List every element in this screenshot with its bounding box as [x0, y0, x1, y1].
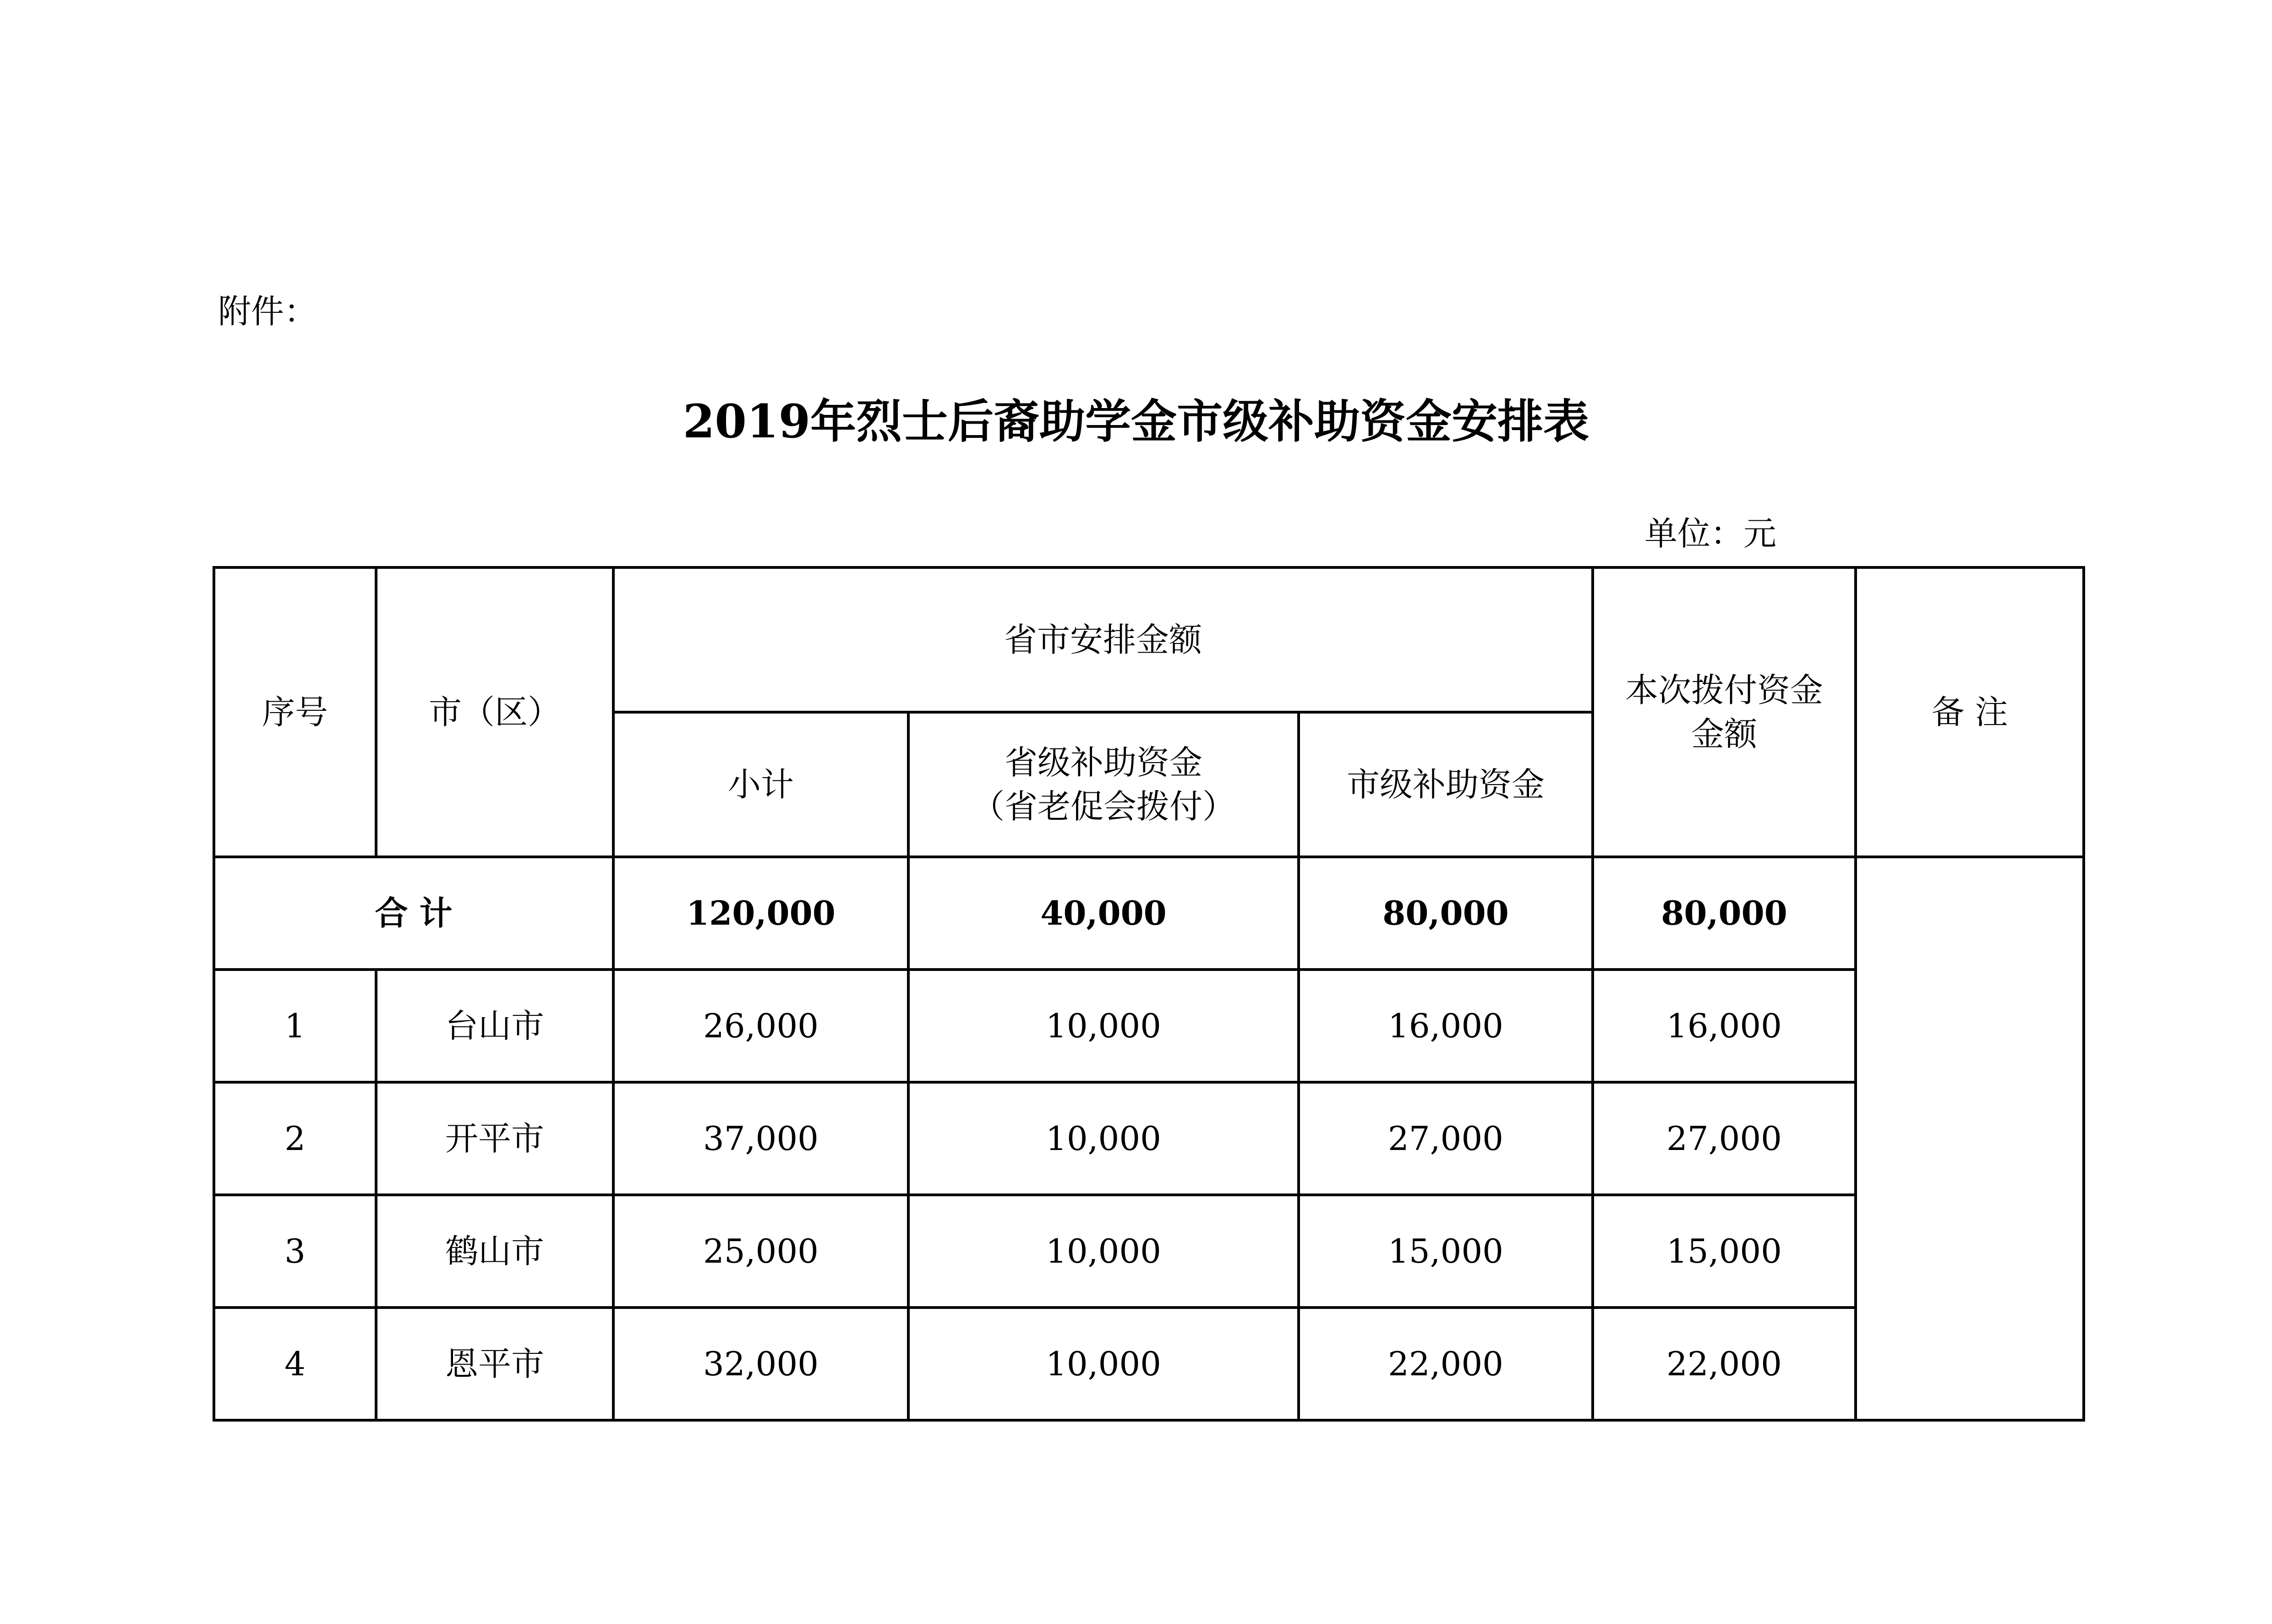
header-provincial — [908, 712, 1299, 857]
row-municipal: 22,000 — [1299, 1308, 1593, 1420]
attachment-label: 附件： — [218, 292, 317, 331]
table-row — [214, 1195, 2084, 1308]
row-seq: 1 — [214, 970, 376, 1082]
header-disbursed — [1593, 567, 1856, 857]
remarks-cell — [1856, 857, 2084, 1420]
row-subtotal: 37,000 — [613, 1082, 908, 1195]
unit-label: 单位：元 — [1644, 514, 1777, 553]
total-provincial: 40,000 — [908, 857, 1299, 970]
header-allocation-group: 省市安排金额 — [613, 567, 1593, 712]
total-disbursed: 80,000 — [1593, 857, 1856, 970]
row-provincial: 10,000 — [908, 970, 1299, 1082]
row-seq: 3 — [214, 1195, 376, 1308]
row-subtotal: 25,000 — [613, 1195, 908, 1308]
row-disbursed: 15,000 — [1593, 1195, 1856, 1308]
header-municipal: 市级补助资金 — [1299, 712, 1593, 857]
row-provincial: 10,000 — [908, 1082, 1299, 1195]
total-label: 合 计 — [214, 857, 613, 970]
header-disbursed-line2: 金额 — [1691, 715, 1758, 753]
row-disbursed: 27,000 — [1593, 1082, 1856, 1195]
fund-allocation-table — [213, 566, 2085, 1422]
row-municipal: 15,000 — [1299, 1195, 1593, 1308]
row-disbursed: 16,000 — [1593, 970, 1856, 1082]
header-city: 市（区） — [376, 567, 613, 857]
header-remarks: 备 注 — [1856, 567, 2084, 857]
row-seq: 4 — [214, 1308, 376, 1420]
table-row — [214, 1082, 2084, 1195]
header-seq: 序号 — [214, 567, 376, 857]
row-provincial: 10,000 — [908, 1308, 1299, 1420]
row-provincial: 10,000 — [908, 1195, 1299, 1308]
row-municipal: 16,000 — [1299, 970, 1593, 1082]
row-city: 鹤山市 — [376, 1195, 613, 1308]
total-municipal: 80,000 — [1299, 857, 1593, 970]
header-provincial-line1: 省级补助资金 — [1004, 743, 1202, 782]
row-subtotal: 26,000 — [613, 970, 908, 1082]
header-provincial-line2: （省老促会拨付） — [971, 787, 1235, 826]
row-subtotal: 32,000 — [613, 1308, 908, 1420]
header-row-1 — [214, 567, 2084, 712]
row-municipal: 27,000 — [1299, 1082, 1593, 1195]
row-city: 开平市 — [376, 1082, 613, 1195]
table-row — [214, 1308, 2084, 1420]
row-city: 恩平市 — [376, 1308, 613, 1420]
total-subtotal: 120,000 — [613, 857, 908, 970]
table-row — [214, 970, 2084, 1082]
document-title: 2019年烈士后裔助学金市级补助资金安排表 — [683, 394, 1589, 448]
row-seq: 2 — [214, 1082, 376, 1195]
row-disbursed: 22,000 — [1593, 1308, 1856, 1420]
total-row — [214, 857, 2084, 970]
header-subtotal: 小计 — [613, 712, 908, 857]
header-disbursed-line1: 本次拨付资金 — [1625, 671, 1824, 709]
row-city: 台山市 — [376, 970, 613, 1082]
